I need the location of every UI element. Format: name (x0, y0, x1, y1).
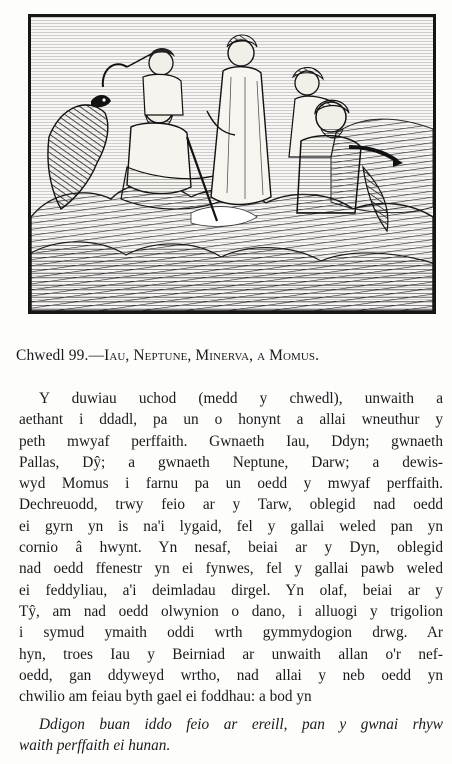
fable-number: Chwedl 99.— (16, 347, 105, 364)
body-line: Tŷ, am nad oedd olwynion o dano, i alluogi y trigolion (19, 602, 443, 620)
body-line: Y duwiau uchod (medd y chwedl), unwaith a (39, 390, 443, 407)
woodcut-illustration (28, 14, 436, 314)
body-line: Pallas, Dŷ; a gwnaeth Neptune, Darw; a dewis- (19, 453, 443, 471)
illustration-artwork (31, 17, 433, 311)
body-line: hyn, troes Iau y Beirniad ar unwaith allan o'r nef- (19, 645, 443, 663)
body-line: nad oedd ffenestr yn ei fynwes, fel y gallai pawb weled (19, 560, 443, 578)
fable-body (19, 388, 443, 707)
body-line: oedd, gan ddyweyd wrtho, nad allai y neb oedd yn (19, 666, 443, 684)
fable-moral (19, 714, 443, 756)
body-line: ei feddyliau, a'i deimladau dirgel. Yn olaf, beiai ar y (19, 581, 443, 599)
body-line: peth mwyaf perffaith. Gwnaeth Iau, Ddyn; gwnaeth (19, 432, 443, 450)
body-line: aethant i ddadl, pa un o honynt a allai wneuthur y (19, 411, 443, 429)
body-line: chwilio am feiau byth gael ei foddhau: a bod yn (19, 688, 312, 706)
body-line: ei gyrn yn is na'i lygaid, fel y gallai weled pan yn (19, 517, 443, 535)
body-line: cornio â hwynt. Yn nesaf, beiai ar y Dyn, oblegid (19, 539, 443, 557)
fable-title (16, 347, 444, 365)
moral-line: Ddigon buan iddo feio ar ereill, pan y gwnai rhyw (39, 716, 443, 733)
body-line: wyd Momus i farnu pa un oedd y mwyaf perffaith. (19, 475, 443, 493)
body-line: i symud ymaith oddi wrth gymmydogion drwg. Ar (19, 624, 443, 642)
moral-line: waith perffaith ei hunan. (19, 737, 171, 754)
body-line: Dechreuodd, trwy feio ar y Tarw, oblegid nad oedd (19, 496, 443, 514)
fable-characters: Iau, Neptune, Minerva, a Momus. (104, 347, 320, 364)
